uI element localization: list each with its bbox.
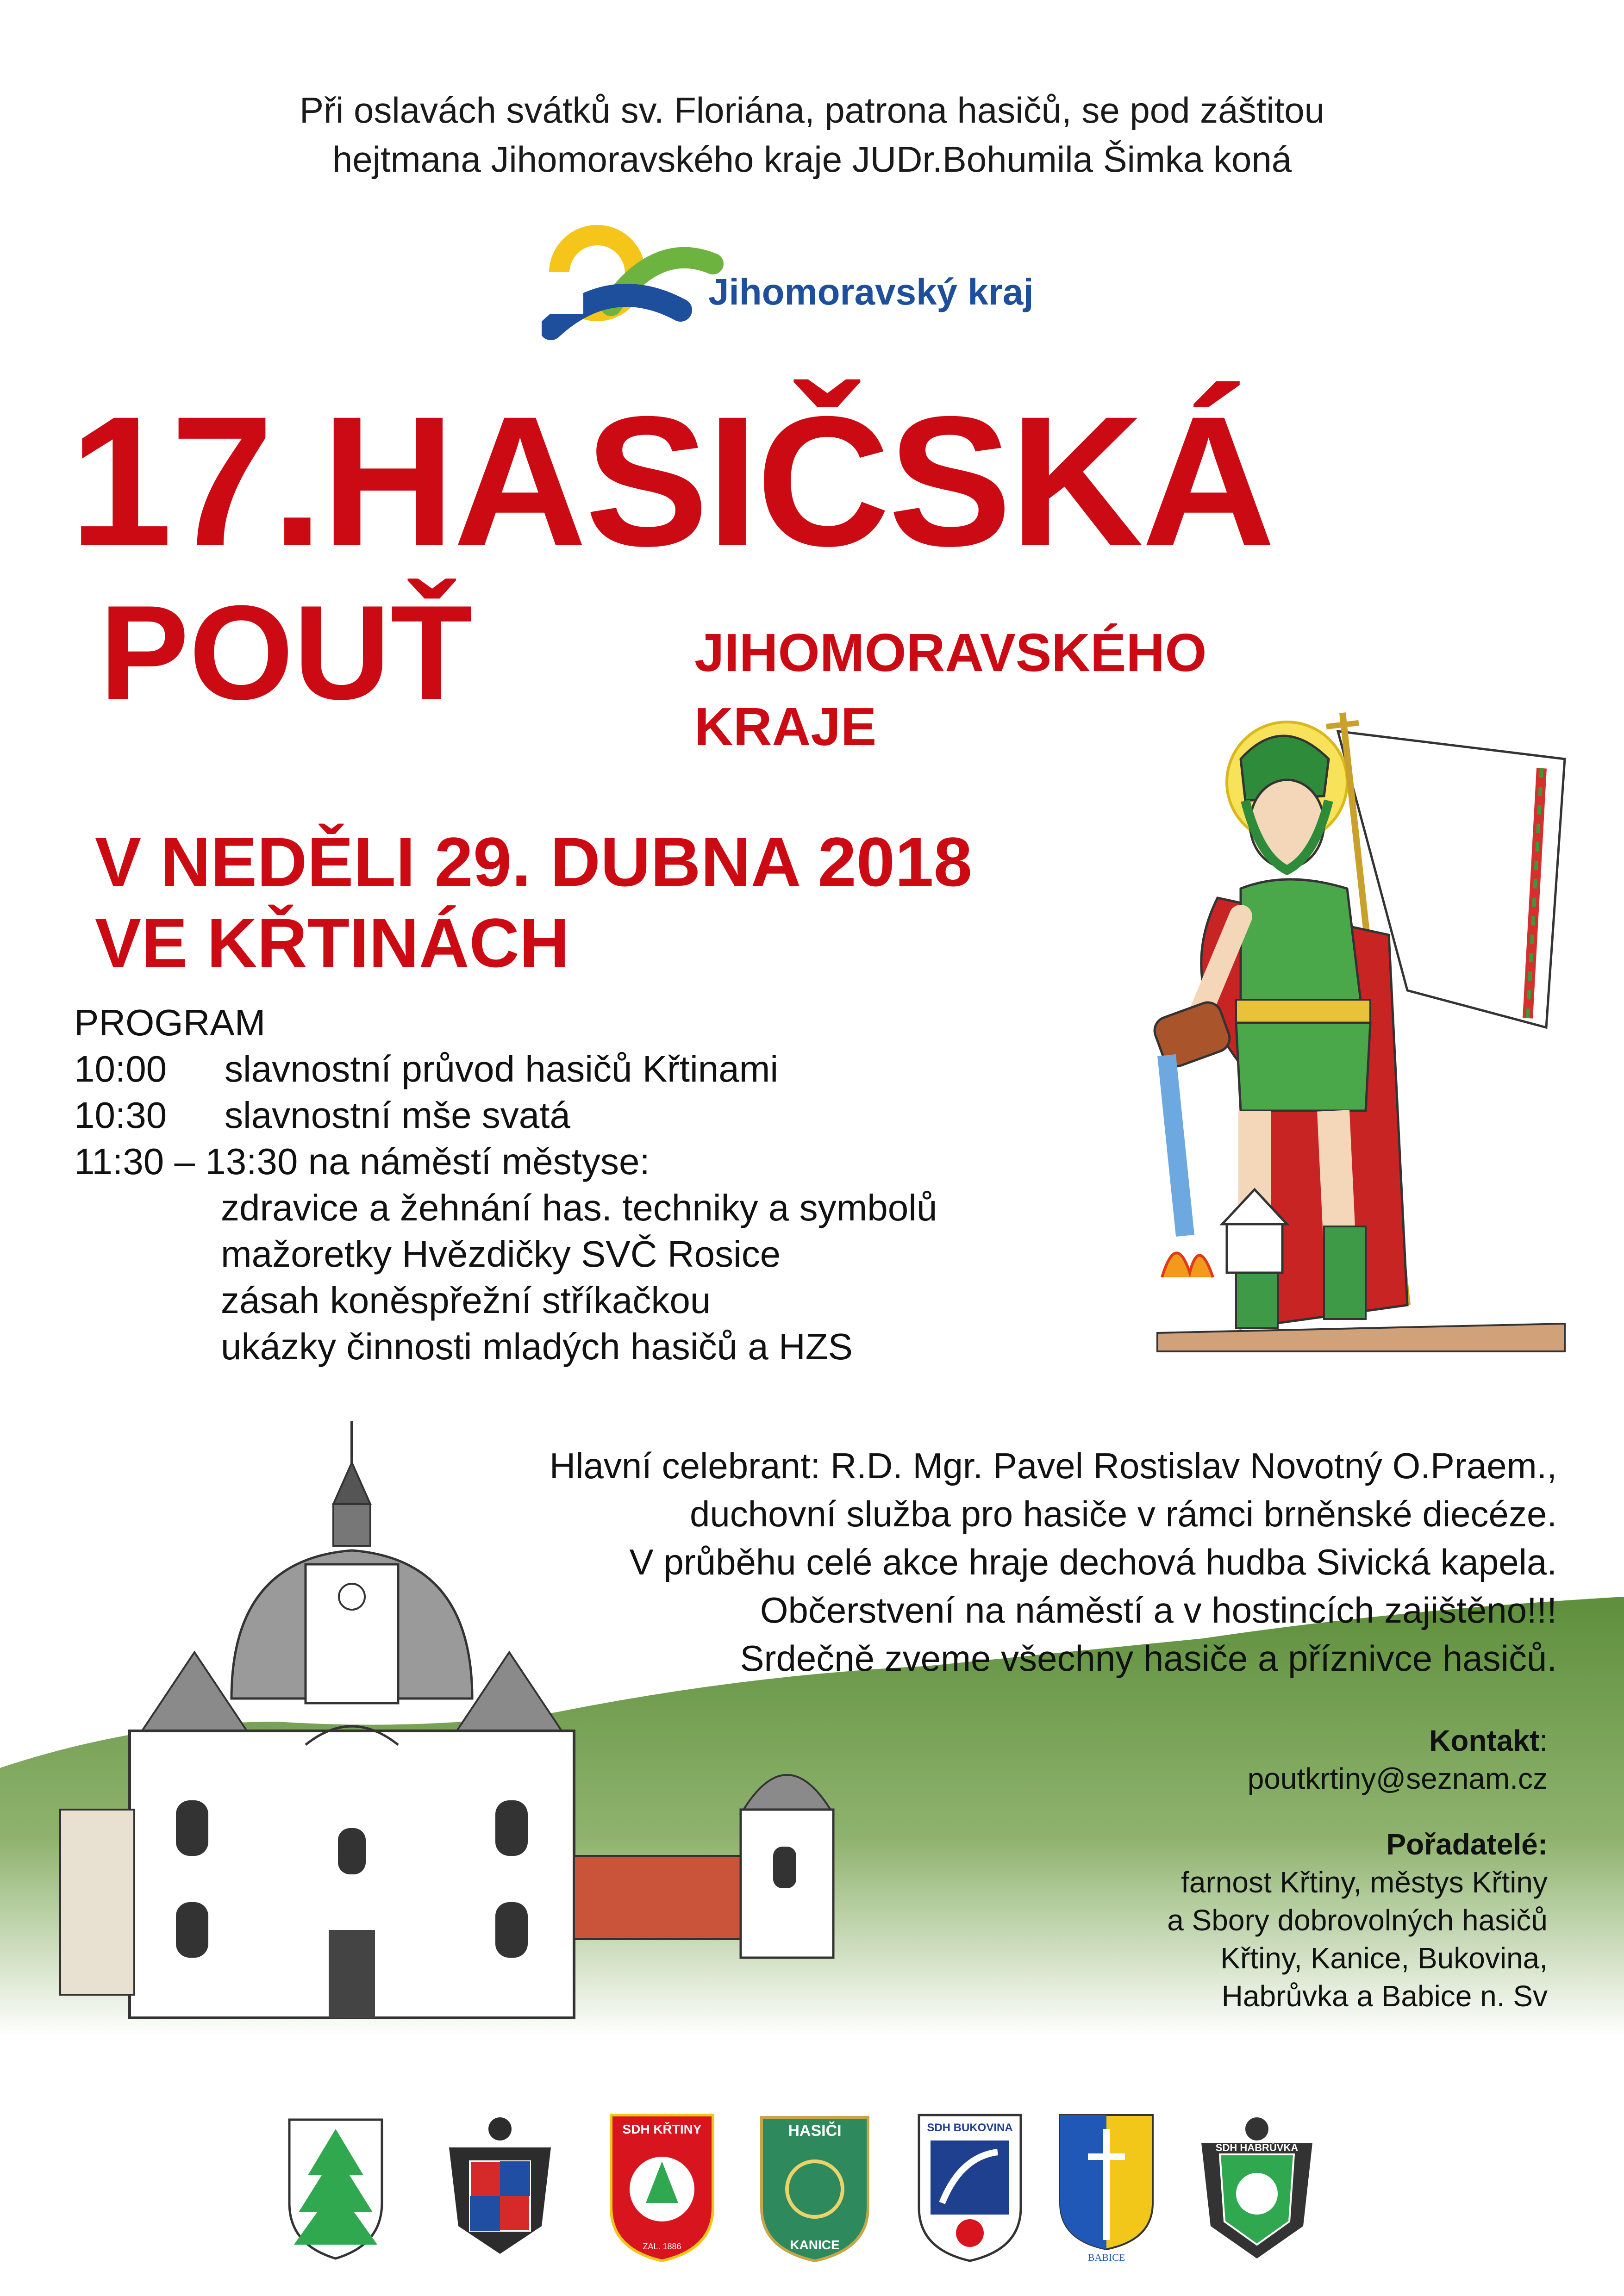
program-time: 10:00 [74, 1048, 167, 1089]
program-block-time: 11:30 – 13:30 [74, 1141, 298, 1182]
emblems-row [0, 2110, 1624, 2263]
saint-florian-illustration [1148, 703, 1583, 1425]
program-text: slavnostní průvod hasičů Křtinami [225, 1048, 779, 1089]
sdh-krtiny-emblem-icon [606, 2110, 718, 2263]
contact-label-row: Kontakt: [1429, 1724, 1548, 1757]
contact-label: Kontakt [1429, 1724, 1540, 1757]
organizer-line: a Sbory dobrovolných hasičů [1167, 1904, 1548, 1937]
kanice-bottom-label: KANICE [790, 2238, 840, 2252]
subtitle-line-1: JIHOMORAVSKÉHO [694, 622, 1207, 683]
program-text: slavnostní mše svatá [225, 1095, 570, 1136]
sdh-krtiny-year: ZAL. 1886 [643, 2242, 681, 2251]
subtitle-line-2: KRAJE [694, 697, 877, 757]
program-item [74, 1092, 937, 1139]
babice-coat-of-arms-icon [1051, 2110, 1162, 2263]
logo-text: Jihomoravský kraj [708, 271, 1034, 312]
organizer-line: farnost Křtiny, městys Křtiny [1181, 1866, 1548, 1899]
info-line: Hlavní celebrant: R.D. Mgr. Pavel Rostislav Novotný O.Praem., [549, 1445, 1557, 1486]
event-title: 17.HASIČSKÁ [69, 378, 1274, 585]
intro-text [0, 86, 1624, 184]
event-date: V NEDĚLI 29. DUBNA 2018 [95, 823, 973, 901]
program-subitem: mažoretky Hvězdičky SVČ Rosice [221, 1233, 781, 1275]
program-subitem: ukázky činnosti mladých hasičů a HZS [221, 1326, 853, 1367]
program-block-text: na náměstí městyse: [308, 1141, 650, 1182]
sdh-habruvka-emblem-icon [1183, 2110, 1331, 2263]
info-line: Srdečně zveme všechny hasiče a příznivce hasičů. [740, 1638, 1557, 1679]
organizers-label: Pořadatelé: [1386, 1828, 1548, 1861]
krtiny-coat-of-arms-icon [280, 2110, 391, 2263]
sdh-krtiny-label: SDH KŘTINY [622, 2122, 702, 2136]
program-block [74, 1139, 937, 1185]
event-place: VE KŘTINÁCH [95, 904, 570, 982]
jihomoravsky-kraj-logo-icon [542, 218, 727, 352]
program-subitem: zásah koněspřežní stříkačkou [221, 1280, 711, 1321]
program-heading: PROGRAM [74, 1002, 266, 1043]
info-line: V průběhu celé akce hraje dechová hudba Sivická kapela. [629, 1542, 1557, 1582]
sdh-bukovina-emblem-icon [914, 2110, 1025, 2263]
program-time: 10:30 [74, 1095, 167, 1136]
organizer-line: Habrůvka a Babice n. Sv [1221, 1979, 1548, 2013]
kanice-top-label: HASIČI [788, 2122, 842, 2140]
babice-label: BABICE [1087, 2252, 1125, 2263]
sdh-bukovina-label: SDH BUKOVINA [927, 2122, 1013, 2134]
program [74, 1000, 937, 1370]
organizer-line: Křtiny, Kanice, Bukovina, [1220, 1941, 1548, 1975]
firefighters-union-emblem-icon [431, 2110, 569, 2263]
contact-email[interactable]: poutkrtiny@seznam.cz [1247, 1762, 1548, 1795]
intro-line-2: hejtmana Jihomoravského kraje JUDr.Bohumila Šimka koná [332, 139, 1292, 180]
program-subitem: zdravice a žehnání has. techniky a symbolů [221, 1187, 937, 1228]
event-date-place [95, 821, 972, 983]
info-line: Občerstvení na náměstí a v hostincích zajištěno!!! [760, 1590, 1557, 1630]
event-info [550, 1442, 1557, 1682]
program-item [74, 1046, 937, 1092]
sdh-habruvka-label: SDH HABRŮVKA [1215, 2142, 1299, 2153]
event-subtitle [694, 616, 1206, 764]
info-line: duchovní služba pro hasiče v rámci brněnské diecéze. [690, 1493, 1557, 1534]
hasici-kanice-emblem-icon [755, 2110, 875, 2263]
contact-block [1167, 1722, 1548, 2015]
intro-line-1: Při oslavách svátků sv. Floriána, patrona hasičů, se pod záštitou [299, 90, 1324, 131]
event-title-pout: POUŤ [100, 578, 473, 728]
